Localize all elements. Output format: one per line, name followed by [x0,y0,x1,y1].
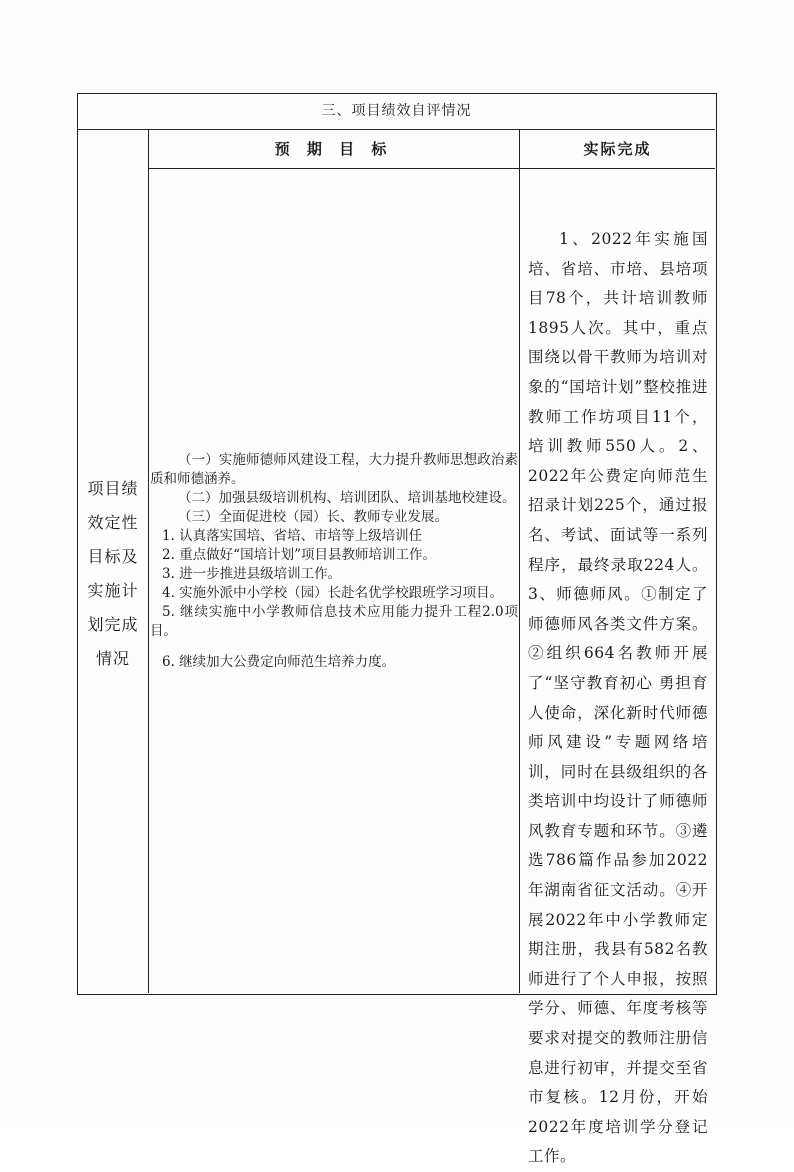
header-actual-completion: 实际完成 [583,140,652,158]
row-label-line: 效定性 [87,513,139,532]
row-label-line: 目标及 [87,547,139,566]
rule-label-column [148,129,149,993]
goal-item-4: 4. 实施外派中小学校（园）长赴名优学校跟班学习项目。 [162,585,504,601]
goal-section-3: （三）全面促进校（园）长、教师专业发展。 [178,509,448,525]
rule-under-header [148,168,715,169]
goal-item-3: 3. 进一步推进县级培训工作。 [162,566,342,582]
row-label-line: 实施计 [87,581,139,600]
row-label [78,472,148,676]
goal-item-6: 6. 继续加大公费定向师范生培养力度。 [162,654,396,670]
row-label-line: 项目绩 [87,479,139,498]
goal-section-1: （一）实施师德师风建设工程，大力提升教师思想政治素质和师德涵养。 [150,452,518,487]
header-expected-goals: 预 期 目 标 [274,140,393,158]
evaluation-table [77,93,717,1166]
row-label-line: 划完成 [87,615,139,634]
rule-actual-column [519,129,520,993]
row-label-line: 情况 [95,649,130,668]
goal-item-5: 5. 继续实施中小学教师信息技术应用能力提升工程2.0项目。 [150,604,518,639]
goal-item-2: 2. 重点做好“国培计划”项目县教师培训工作。 [162,547,436,563]
goal-item-1: 1. 认真落实国培、省培、市培等上级培训任 [162,528,423,544]
goal-section-2: （二）加强县级培训机构、培训团队、培训基地校建设。 [178,490,516,506]
expected-goals-content [150,451,518,672]
section-title: 三、项目绩效自评情况 [321,103,472,119]
actual-completion-content: 1、2022年实施国培、省培、市培、县培项目78个，共计培训教师1895人次。其中，重点围绕以骨干教师为培训对象的“国培计划”整校推进教师工作坊项目11个，培训教师550人。2、2022年公费定向师范生招录计划225个，通过报名、考试、面试等一系列程序，最终录取224人。3、师德师风。①制定了师德师风各类文件方案。②组织664名教师开展了“坚守教育初心 勇担育人使命，深化新时代师德师风建设”专题网络培训，同时在县级组织的各类培训中均设计了师德师风教育专题和环节。③遴选786篇作品参加2022年湖南省征文活动。④开展2022年中小学教师定期注册，我县有582名教师进行了个人申报，按照学分、师德、年度考核等要求对提交的教师注册信息进行初审，并提交至省市复核。12月份，开始2022年度培训学分登记工作。 [528,230,708,1166]
